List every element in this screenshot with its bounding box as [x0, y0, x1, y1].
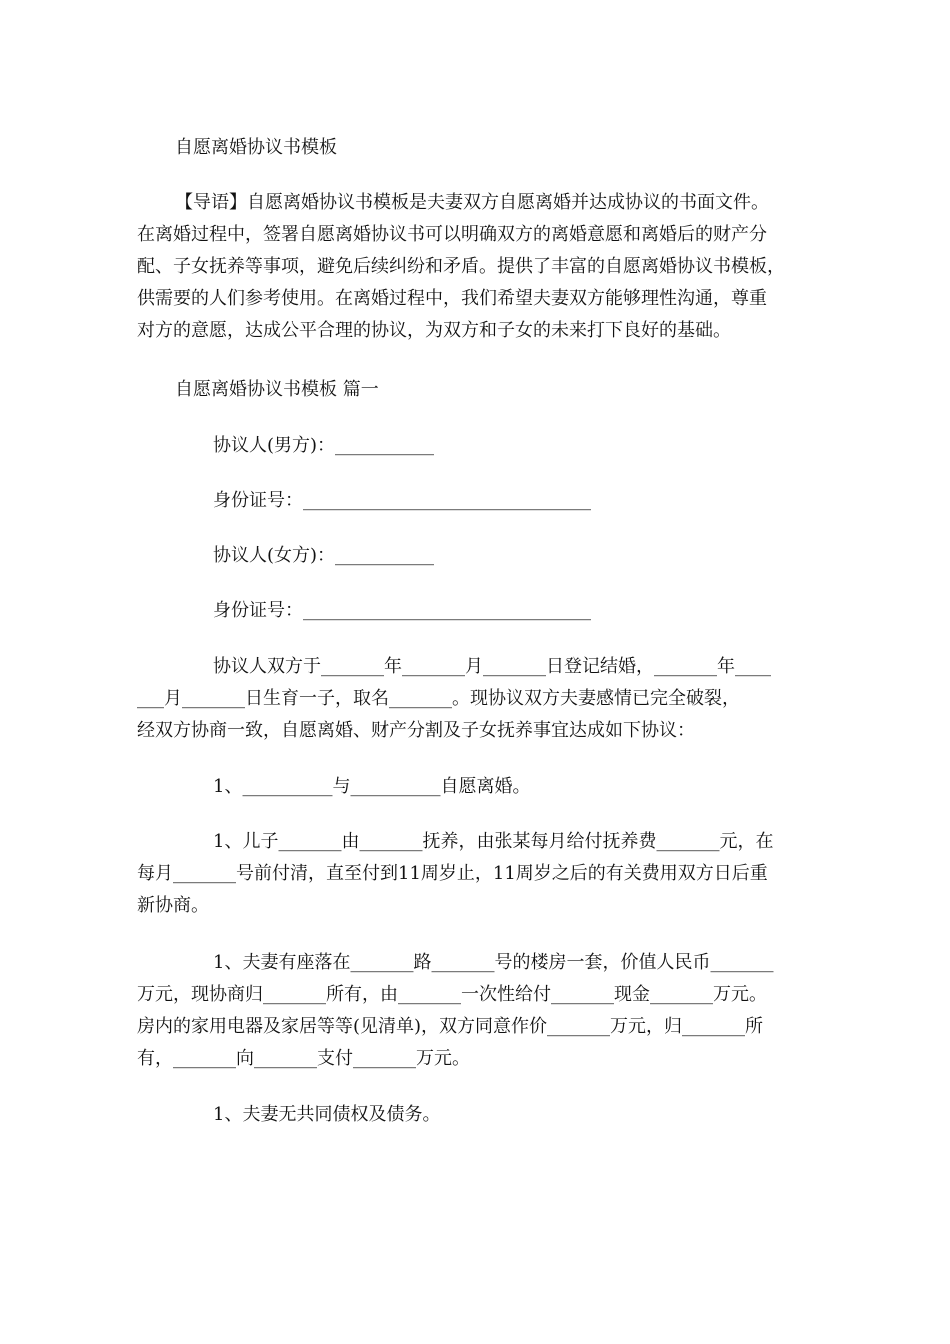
intro-line: 【导语】自愿离婚协议书模板是夫妻双方自愿离婚并达成协议的书面文件。	[175, 192, 769, 213]
intro-line: 对方的意愿，达成公平合理的协议，为双方和子女的未来打下良好的基础。	[137, 320, 731, 341]
section-title: 自愿离婚协议书模板 篇一	[175, 379, 379, 400]
female-party-label: 协议人(女方)：___________	[213, 545, 435, 566]
clause-property-line: 房内的家用电器及家居等等(见清单)，双方同意作价_______万元，归_______所	[137, 1016, 764, 1037]
female-id-label: 身份证号：________________________________	[213, 600, 591, 621]
male-id-field	[137, 485, 809, 517]
intro-line: 配、子女抚养等事项，避免后续纠纷和矛盾。提供了丰富的自愿离婚协议书模板，	[137, 256, 785, 277]
document-title: 自愿离婚协议书模板	[175, 137, 337, 158]
female-party-field	[137, 540, 809, 572]
clause-property-line: 万元，现协商归_______所有，由_______一次性给付_______现金_______万元。	[137, 984, 767, 1005]
female-id-field	[137, 595, 809, 627]
intro-line: 供需要的人们参考使用。在离婚过程中，我们希望夫妻双方能够理性沟通，尊重	[137, 288, 767, 309]
marriage-paragraph	[137, 651, 809, 747]
male-id-label: 身份证号：________________________________	[213, 490, 591, 511]
clause-divorce	[137, 771, 809, 803]
clause-divorce-line: 1、__________与__________自愿离婚。	[213, 776, 531, 797]
clause-child-line: 1、儿子_______由_______抚养，由张某每月给付抚养费_______元，在	[213, 831, 774, 852]
clause-child-line: 每月_______号前付清，直至付到11周岁止，11周岁之后的有关费用双方日后重	[137, 863, 768, 884]
male-party-label: 协议人(男方)：___________	[213, 435, 435, 456]
clause-child-line: 新协商。	[137, 895, 209, 916]
document-title-block	[137, 132, 809, 164]
intro-paragraph	[137, 187, 809, 347]
clause-property	[137, 947, 809, 1075]
intro-line: 在离婚过程中，签署自愿离婚协议书可以明确双方的离婚意愿和离婚后的财产分	[137, 224, 767, 245]
marriage-line: 经双方协商一致，自愿离婚、财产分割及子女抚养事宜达成如下协议：	[137, 720, 695, 741]
clause-debt	[137, 1099, 809, 1131]
section-title-block	[137, 374, 809, 406]
clause-property-line: 有，_______向_______支付_______万元。	[137, 1048, 470, 1069]
clause-debt-line: 1、夫妻无共同债权及债务。	[213, 1104, 441, 1125]
marriage-line: 协议人双方于_______年_______月_______日登记结婚，_______年____	[213, 656, 771, 677]
clause-child	[137, 826, 809, 922]
marriage-line: ___月_______日生育一子，取名_______。现协议双方夫妻感情已完全破裂，	[137, 688, 740, 709]
clause-property-line: 1、夫妻有座落在_______路_______号的楼房一套，价值人民币_______	[213, 952, 774, 973]
male-party-field	[137, 430, 809, 462]
